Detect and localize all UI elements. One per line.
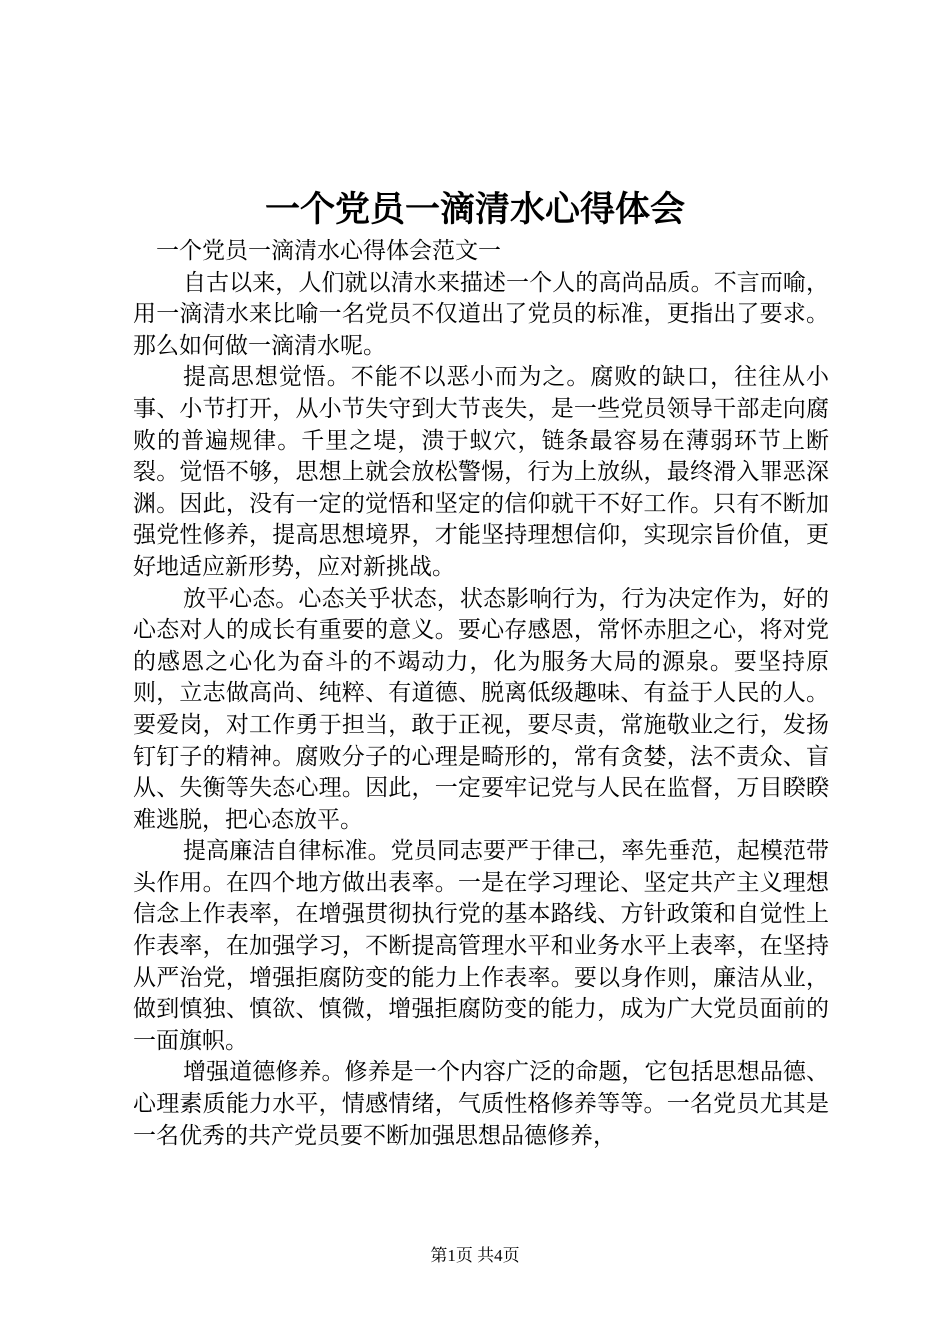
page-footer: 第1页 共4页 xyxy=(430,1246,520,1265)
paragraph-integrity: 提高廉洁自律标准。党员同志要严于律己，率先垂范，起模范带头作用。在四个地方做出表率。一是在学习理论、坚定共产主义理想信念上作表率，在增强贯彻执行党的基本路线、方针政策和自觉性上作表率，在加强学习，不断提高管理水平和业务水平上表率，在坚持从严治党，增强拒腐防变的能力上作表率。要以身作则，廉洁从业，做到慎独、慎欲、慎微，增强拒腐防变的能力，成为广大党员面前的一面旗帜。 xyxy=(133,838,829,1054)
document-title: 一个党员一滴清水心得体会 xyxy=(264,189,685,230)
paragraph-mindset: 放平心态。心态关乎状态，状态影响行为，行为决定作为，好的心态对人的成长有重要的意义。要心存感恩，常怀赤胆之心，将对党的感恩之心化为奋斗的不竭动力，化为服务大局的源泉。要坚持原则，立志做高尚、纯粹、有道德、脱离低级趣味、有益于人民的人。要爱岗，对工作勇于担当，敢于正视，要尽责，常施敬业之行，发扬钉钉子的精神。腐败分子的心理是畸形的，常有贪婪，法不责众、盲从、失衡等失态心理。因此，一定要牢记党与人民在监督，万目睽睽难逃脱，把心态放平。 xyxy=(133,585,829,833)
paragraph-thought-awareness: 提高思想觉悟。不能不以恶小而为之。腐败的缺口，往往从小事、小节打开，从小节失守到大节丧失，是一些党员领导干部走向腐败的普遍规律。千里之堤，溃于蚁穴，链条最容易在薄弱环节上断裂。觉悟不够，思想上就会放松警惕，行为上放纵，最终滑入罪恶深渊。因此，没有一定的觉悟和坚定的信仰就干不好工作。只有不断加强党性修养，提高思想境界，才能坚持理想信仰，实现宗旨价值，更好地适应新形势，应对新挑战。 xyxy=(133,364,829,580)
document-subtitle: 一个党员一滴清水心得体会范文一 xyxy=(156,238,501,264)
document-body xyxy=(133,236,829,1152)
paragraph-morality: 增强道德修养。修养是一个内容广泛的命题，它包括思想品德、心理素质能力水平，情感情绪，气质性格修养等等。一名党员尤其是一名优秀的共产党员要不断加强思想品德修养， xyxy=(133,1059,829,1149)
paragraph-intro: 自古以来，人们就以清水来描述一个人的高尚品质。不言而喻，用一滴清水来比喻一名党员不仅道出了党员的标准，更指出了要求。那么如何做一滴清水呢。 xyxy=(133,269,829,359)
